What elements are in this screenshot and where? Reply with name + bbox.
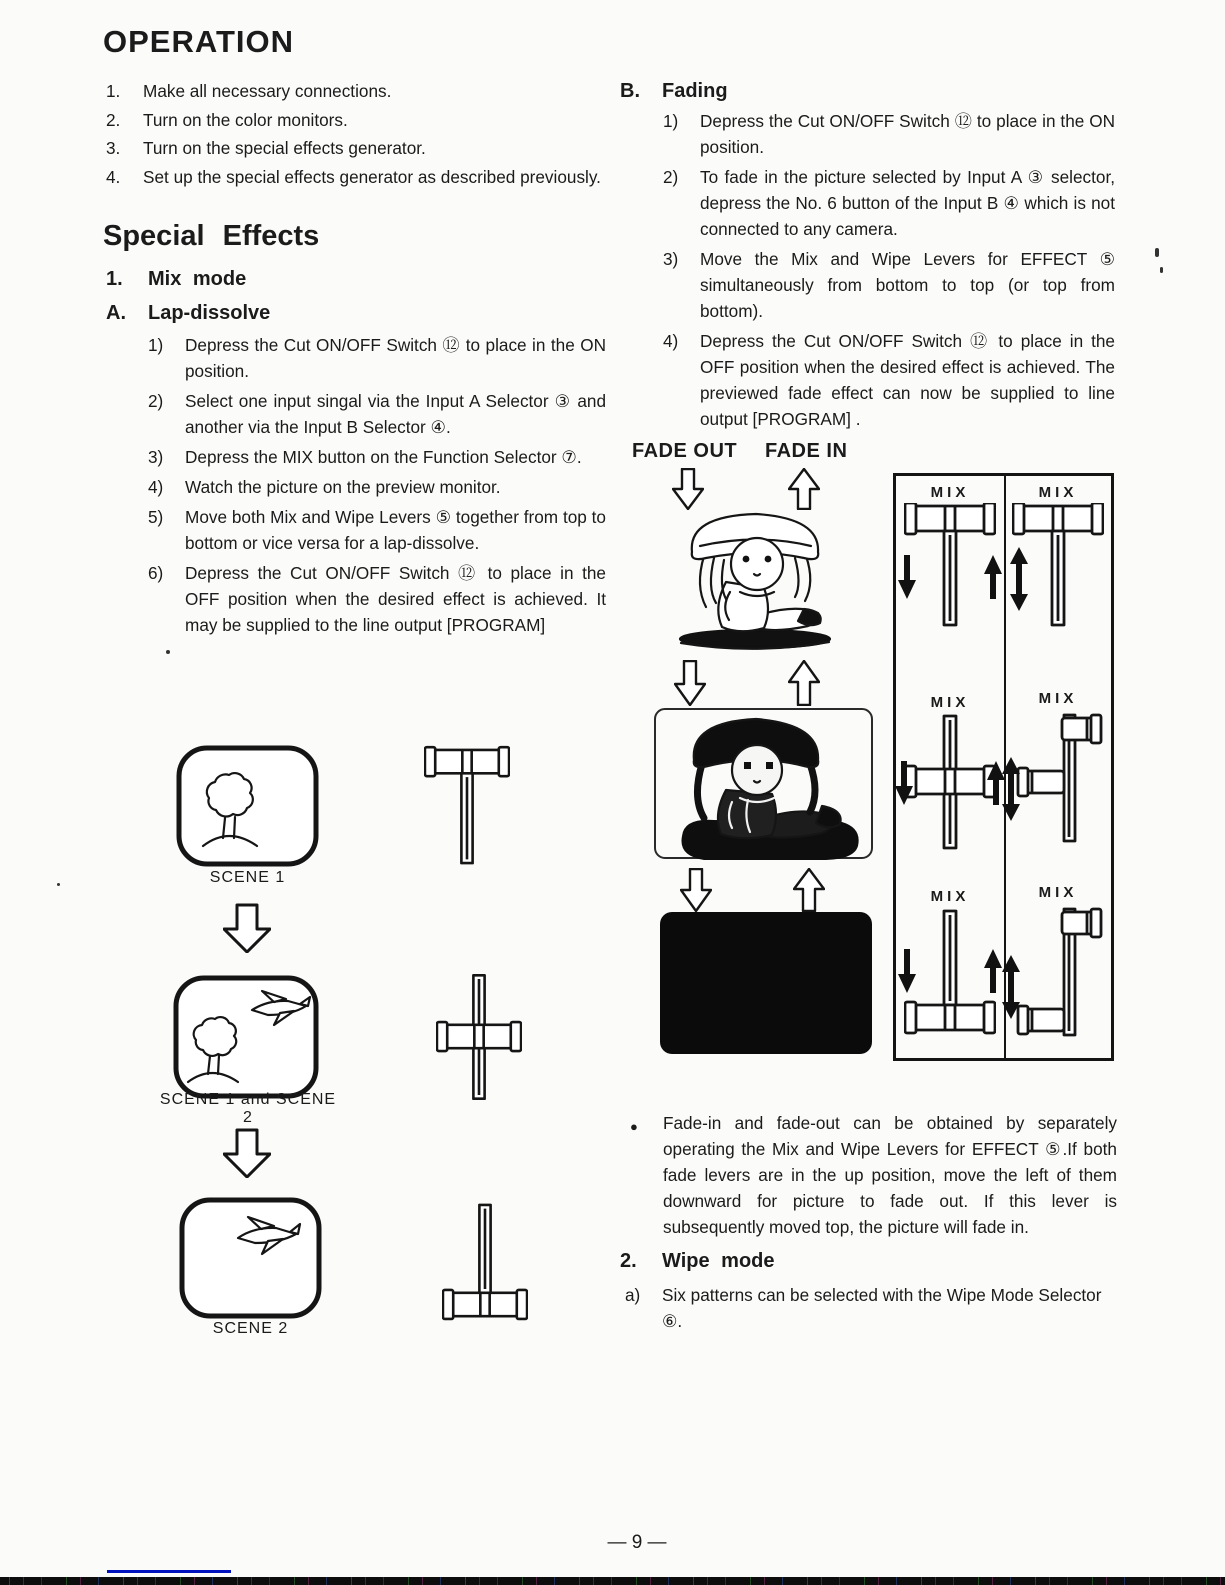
item-text: Turn on the color monitors. <box>143 109 348 130</box>
mix-lever-down-icon <box>904 907 996 1035</box>
mix-lever-up-icon <box>904 503 996 631</box>
arrow-down-icon <box>898 949 916 993</box>
arrow-up-icon <box>984 949 1002 993</box>
subsection-wipe-mode <box>620 1250 775 1273</box>
lap-dissolve-steps <box>148 332 606 642</box>
fade-in-arrow-up-icon <box>793 868 825 912</box>
lever-up-icon <box>424 744 510 870</box>
mix-cell <box>897 694 1003 851</box>
procedure-step <box>148 474 606 500</box>
scene1-caption: SCENE 1 <box>209 869 286 886</box>
list-item <box>106 107 611 134</box>
subsection-letter: B. <box>620 80 640 102</box>
scene1-and-2-caption: SCENE 1 and SCENE 2 <box>159 1091 337 1126</box>
subsection-number: 1. <box>106 268 123 290</box>
fade-in-arrow-up-icon <box>788 660 820 706</box>
doll-photo-bright <box>666 502 848 654</box>
item-number: 1. <box>106 81 121 101</box>
page-number: — 9 — <box>607 1532 667 1553</box>
fade-out-arrow-down-icon <box>674 660 706 706</box>
subsection-fading <box>620 80 728 103</box>
step-text: Depress the Cut ON/OFF Switch ⑫ to place in the ON position. <box>185 335 606 381</box>
mix-lever-middle-icon <box>904 713 996 851</box>
bullet-icon: ● <box>630 1119 638 1134</box>
monitor-scene1-and-2 <box>172 974 320 1100</box>
procedure-step <box>148 560 606 638</box>
scan-edge-noise <box>0 1577 1225 1585</box>
mix-label: MIX <box>1038 884 1078 901</box>
mix-label: MIX <box>930 888 970 905</box>
subsection-title: Fading <box>662 80 728 102</box>
step-number: 4) <box>663 331 679 351</box>
procedure-step <box>663 164 1115 242</box>
step-text: Move the Mix and Wipe Levers for EFFECT ⑤ simultaneously from bottom to top (or top from bottom). <box>700 249 1115 321</box>
setup-steps-list <box>106 78 611 192</box>
arrow-up-down-icon <box>1002 955 1020 1019</box>
step-number: 4) <box>148 477 164 497</box>
step-number: 3) <box>663 249 679 269</box>
list-item <box>106 164 611 191</box>
mix-label: MIX <box>930 694 970 711</box>
item-number: 3. <box>106 138 121 158</box>
procedure-step <box>663 246 1115 324</box>
subsection-letter: A. <box>106 302 126 324</box>
fade-note <box>630 1110 1117 1240</box>
item-text: Turn on the special effects generator. <box>143 138 426 158</box>
monitor-scene1 <box>175 744 320 868</box>
fade-out-arrow-down-icon <box>680 868 712 912</box>
step-text: Move both Mix and Wipe Levers ⑤ together from top to bottom or vice versa for a lap-dissolve. <box>185 507 606 553</box>
fade-out-label: FADE OUT <box>632 440 738 462</box>
scan-speck <box>166 650 170 654</box>
subsection-mix-mode <box>106 268 246 291</box>
procedure-step <box>148 388 606 440</box>
procedure-step <box>663 108 1115 160</box>
arrow-up-down-icon <box>1002 757 1020 821</box>
wipe-mode-items <box>625 1282 1115 1338</box>
mix-cell <box>1005 690 1111 847</box>
mix-cell <box>897 484 1003 641</box>
step-number: 5) <box>148 507 164 527</box>
mix-label: MIX <box>930 484 970 501</box>
list-item <box>106 78 611 105</box>
step-text: Depress the Cut ON/OFF Switch ⑫ to place in the ON position. <box>700 111 1115 157</box>
arrow-up-down-icon <box>1010 547 1028 611</box>
procedure-step <box>625 1282 1115 1334</box>
mix-lever-panel-figure <box>893 473 1114 1061</box>
arrow-down-icon <box>895 761 913 805</box>
procedure-step <box>663 328 1115 432</box>
item-text: Make all necessary connections. <box>143 81 392 101</box>
step-number: 6) <box>148 563 164 583</box>
lever-middle-icon <box>436 972 522 1102</box>
procedure-step <box>148 444 606 470</box>
subsection-title: Lap-dissolve <box>148 302 271 324</box>
scan-speck <box>1155 248 1159 257</box>
mix-cell <box>897 888 1003 1045</box>
mix-label: MIX <box>1038 690 1078 707</box>
scan-speck <box>1160 267 1163 273</box>
list-item <box>106 135 611 162</box>
faded-black-screen <box>660 912 872 1054</box>
step-text: Six patterns can be selected with the Wipe Mode Selector ⑥. <box>662 1285 1102 1331</box>
sequence-arrow-down-icon <box>223 903 271 953</box>
mix-cell <box>1005 884 1111 1041</box>
arrow-up-icon <box>984 555 1002 599</box>
footer-underline <box>107 1570 231 1573</box>
mix-label: MIX <box>1038 484 1078 501</box>
step-number: 3) <box>148 447 164 467</box>
sequence-arrow-down-icon <box>223 1128 271 1178</box>
item-number: 4. <box>106 166 121 187</box>
scan-speck <box>57 883 60 886</box>
step-number: 2) <box>148 391 164 411</box>
step-text: Depress the MIX button on the Function Selector ⑦. <box>185 447 582 467</box>
step-text: Select one input singal via the Input A Selector ③ and another via the Input B Selector ④. <box>185 391 606 437</box>
scene2-caption: SCENE 2 <box>212 1320 289 1337</box>
procedure-step <box>148 332 606 384</box>
fade-in-label: FADE IN <box>765 440 848 462</box>
lever-down-icon <box>442 1198 528 1324</box>
note-text: Fade-in and fade-out can be obtained by separately operating the Mix and Wipe Levers for EFFECT ⑤.If both fade levers are in the up position, move the left of them downward for picture to fade out. If this lever is subsequently moved top, the picture will fade in. <box>663 1113 1117 1237</box>
fading-steps <box>663 108 1115 436</box>
subsection-lap-dissolve <box>106 302 270 325</box>
step-text: Depress the Cut ON/OFF Switch ⑫ to place in the OFF position when the desired effect is achieved. The previewed fade effect can now be supplied to line output [PROGRAM] . <box>700 331 1115 429</box>
step-number: 1) <box>148 335 164 355</box>
mix-levers-split-icon <box>1012 709 1104 847</box>
item-text: Set up the special effects generator as described previously. <box>143 166 601 187</box>
doll-photo-dark <box>652 706 877 864</box>
mix-cell <box>1005 484 1111 641</box>
section-heading: Special Effects <box>103 220 320 252</box>
step-text: To fade in the picture selected by Input A ③ selector, depress the No. 6 button of the Input B ④ which is not connected to any camera. <box>700 167 1115 239</box>
step-text: Watch the picture on the preview monitor. <box>185 477 501 497</box>
step-text: Depress the Cut ON/OFF Switch ⑫ to place in the OFF position when the desired effect is achieved. It may be supplied to the line output [PROGRAM] <box>185 563 606 635</box>
mix-levers-split-icon <box>1012 903 1104 1041</box>
subsection-title: Wipe mode <box>662 1250 775 1272</box>
monitor-scene2 <box>178 1196 323 1320</box>
subsection-title: Mix mode <box>148 268 247 290</box>
arrow-down-icon <box>898 555 916 599</box>
step-number: 2) <box>663 167 679 187</box>
step-number: 1) <box>663 111 679 131</box>
procedure-step <box>148 504 606 556</box>
item-number: 2. <box>106 109 121 130</box>
page-title: OPERATION <box>103 24 294 59</box>
step-number: a) <box>625 1285 641 1305</box>
subsection-number: 2. <box>620 1250 637 1272</box>
